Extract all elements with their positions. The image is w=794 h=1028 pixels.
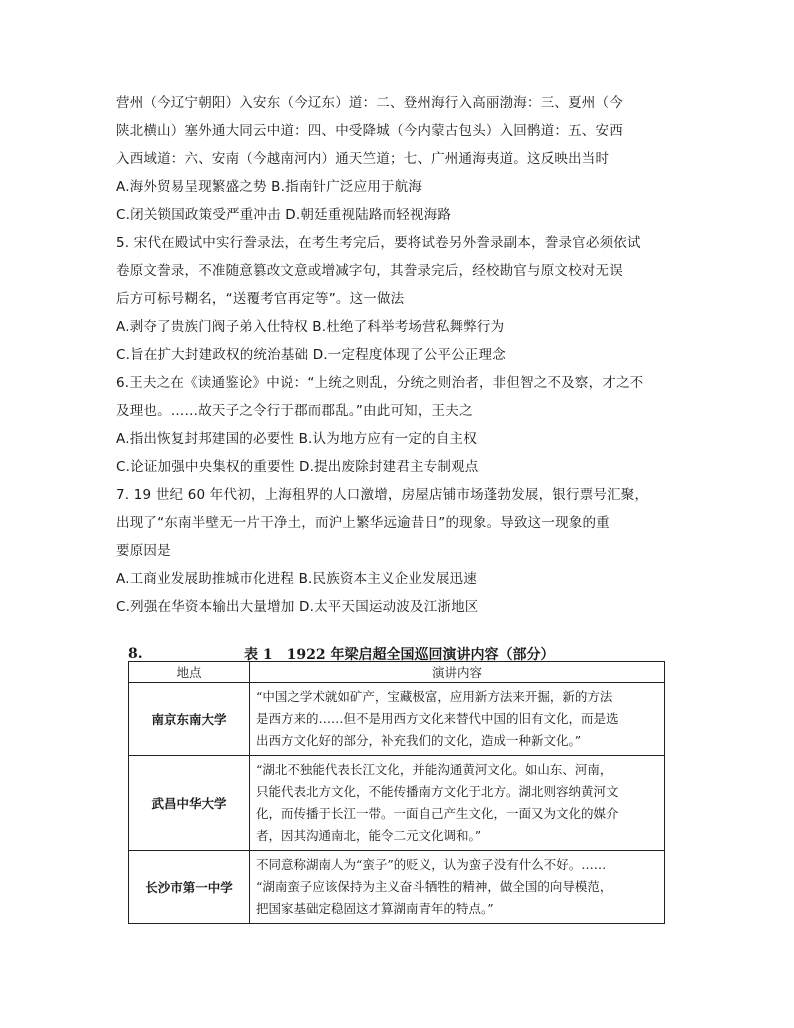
content-line: 者，因其沟通南北，能令二元文化调和。” xyxy=(256,828,482,843)
text-line: 卷原文誊录，不准随意篡改文意或增减字句，其誊录完后，经校勘官与原文校对无误 xyxy=(116,263,623,279)
content-line: “中国之学术就如矿产，宝藏极富，应用新方法来开掘，新的方法 xyxy=(256,689,613,704)
row-place: 南京东南大学 xyxy=(129,683,250,756)
header-content: 演讲内容 xyxy=(250,662,665,683)
content-line: “湖北不独能代表长江文化，并能沟通黄河文化。如山东、河南， xyxy=(256,762,613,777)
speech-table xyxy=(128,661,665,924)
question-7-stem: 7. 19 世纪 60 年代初，上海租界的人口激增，房屋店铺市场蓬勃发展，银行票号汇聚， xyxy=(116,487,649,503)
question-6-stem: 6.王夫之在《读通鉴论》中说：“上统之则乱，分统之则治者，非但智之不及察，才之不 xyxy=(116,375,644,391)
option-line: A.海外贸易呈现繁盛之势 B.指南针广泛应用于航海 xyxy=(116,179,423,195)
question-8-number: 8. xyxy=(128,646,143,662)
option-line: A.剥夺了贵族门阀子弟入仕特权 B.杜绝了科举考场营私舞弊行为 xyxy=(116,319,505,335)
text-line: 要原因是 xyxy=(116,543,171,559)
text-line: 营州（今辽宁朝阳）入安东（今辽东）道：二、登州海行入高丽渤海：三、夏州（今 xyxy=(116,95,623,111)
text-line: 出现了“东南半壁无一片干净土，而沪上繁华远逾昔日”的现象。导致这一现象的重 xyxy=(116,515,610,531)
table-header-row xyxy=(129,662,665,683)
table-row xyxy=(129,683,665,756)
text-line: 陕北横山）塞外通大同云中道：四、中受降城（今内蒙古包头）入回鹘道：五、安西 xyxy=(116,123,623,139)
text-line: 入西域道：六、安南（今越南河内）通天竺道；七、广州通海夷道。这反映出当时 xyxy=(116,151,610,167)
content-line: 化，而传播于长江一带。一面自己产生文化，一面又为文化的媒介 xyxy=(256,806,619,821)
option-line: C.旨在扩大封建政权的统治基础 D.一定程度体现了公平公正理念 xyxy=(116,347,506,363)
question-5-stem: 5. 宋代在殿试中实行誊录法，在考生考完后，要将试卷另外誊录副本，誊录官必须依试 xyxy=(116,235,641,251)
text-line: 及理也。……故天子之令行于郡而郡乱。”由此可知，王夫之 xyxy=(116,403,473,419)
row-place: 武昌中华大学 xyxy=(129,756,250,851)
header-place: 地点 xyxy=(129,662,250,683)
option-line: A.工商业发展助推城市化进程 B.民族资本主义企业发展迅速 xyxy=(116,571,477,587)
table-row xyxy=(129,851,665,924)
text-line: 后方可标号糊名，“送覆考官再定等”。这一做法 xyxy=(116,291,405,307)
table-caption: 表 1 1922 年梁启超全国巡回演讲内容（部分） xyxy=(244,647,555,663)
row-place: 长沙市第一中学 xyxy=(129,851,250,924)
row-content xyxy=(250,683,665,756)
content-line: 把国家基础定稳固这才算湖南青年的特点。” xyxy=(256,901,494,916)
content-line: 只能代表北方文化，不能传播南方文化于北方。湖北则容纳黄河文 xyxy=(256,784,619,799)
option-line: A.指出恢复封邦建国的必要性 B.认为地方应有一定的自主权 xyxy=(116,431,477,447)
content-line: “湖南蛮子应该保持为主义奋斗牺牲的精神，做全国的向导模范， xyxy=(256,879,613,894)
row-content xyxy=(250,756,665,851)
content-line: 是西方来的……但不是用西方文化来替代中国的旧有文化，而是选 xyxy=(256,711,619,726)
option-line: C.论证加强中央集权的重要性 D.提出废除封建君主专制观点 xyxy=(116,459,479,475)
option-line: C.闭关锁国政策受严重冲击 D.朝廷重视陆路而轻视海路 xyxy=(116,207,452,223)
row-content xyxy=(250,851,665,924)
option-line: C.列强在华资本输出大量增加 D.太平天国运动波及江浙地区 xyxy=(116,599,479,615)
content-line: 不同意称湖南人为“蛮子”的贬义，认为蛮子没有什么不好。…… xyxy=(256,857,607,872)
content-line: 出西方文化好的部分，补充我们的文化，造成一种新文化。” xyxy=(256,733,582,748)
table-row xyxy=(129,756,665,851)
